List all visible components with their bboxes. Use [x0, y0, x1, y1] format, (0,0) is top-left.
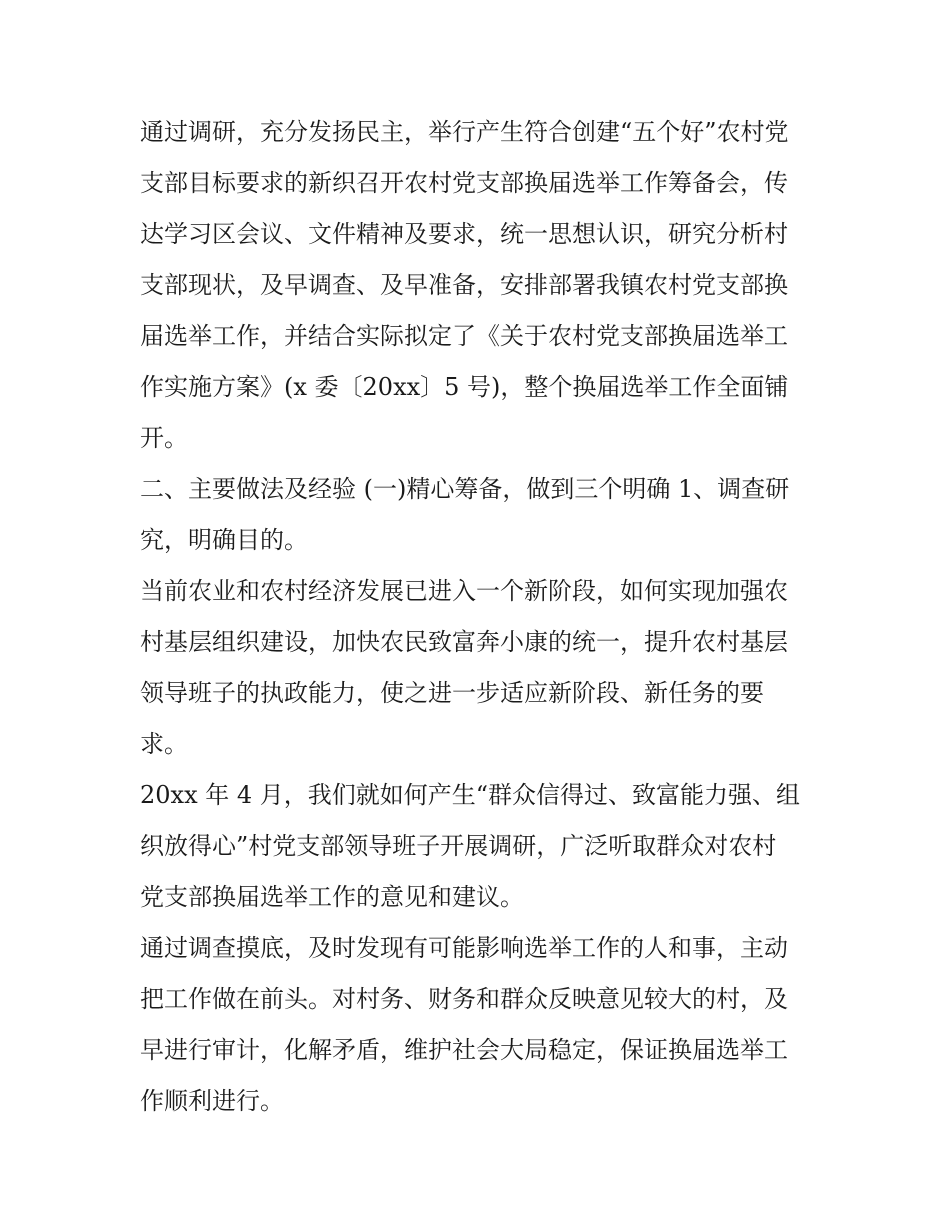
text-line: 究，明确目的。 — [140, 526, 308, 554]
text-line: 达学习区会议、文件精神及要求，统一思想认识，研究分析村 — [140, 220, 788, 248]
text-line: 村基层组织建设，加快农民致富奔小康的统一，提升农村基层 — [140, 628, 788, 656]
text-line: 作顺利进行。 — [140, 1087, 284, 1115]
text-line: 织放得心”村党支部领导班子开展调研，广泛听取群众对农村 — [140, 832, 777, 860]
text-line: 开。 — [140, 424, 188, 452]
text-line: 领导班子的执政能力，使之进一步适应新阶段、新任务的要 — [140, 679, 764, 707]
paragraph-3 — [140, 566, 812, 770]
text-line: 求。 — [140, 730, 188, 758]
text-line: 早进行审计，化解矛盾，维护社会大局稳定，保证换届选举工 — [140, 1036, 788, 1064]
paragraph-2 — [140, 464, 812, 566]
text-line: 作实施方案》(x 委〔20xx〕5 号)，整个换届选举工作全面铺 — [140, 373, 789, 401]
text-line: 把工作做在前头。对村务、财务和群众反映意见较大的村，及 — [140, 985, 788, 1013]
paragraph-4 — [140, 770, 812, 923]
text-line: 20xx 年 4 月，我们就如何产生“群众信得过、致富能力强、组 — [140, 781, 801, 809]
text-line: 党支部换届选举工作的意见和建议。 — [140, 883, 524, 911]
paragraph-5 — [140, 923, 812, 1127]
text-line: 届选举工作，并结合实际拟定了《关于农村党支部换届选举工 — [140, 322, 788, 350]
text-line: 支部现状，及早调查、及早准备，安排部署我镇农村党支部换 — [140, 271, 788, 299]
document-body — [140, 107, 812, 1127]
text-line: 二、主要做法及经验 (一)精心筹备，做到三个明确 1、调查研 — [140, 475, 790, 503]
text-line: 通过调查摸底，及时发现有可能影响选举工作的人和事，主动 — [140, 934, 788, 962]
text-line: 当前农业和农村经济发展已进入一个新阶段，如何实现加强农 — [140, 577, 788, 605]
paragraph-1 — [140, 107, 812, 464]
text-line: 支部目标要求的新织召开农村党支部换届选举工作筹备会，传 — [140, 169, 788, 197]
text-line: 通过调研，充分发扬民主，举行产生符合创建“五个好”农村党 — [140, 118, 789, 146]
